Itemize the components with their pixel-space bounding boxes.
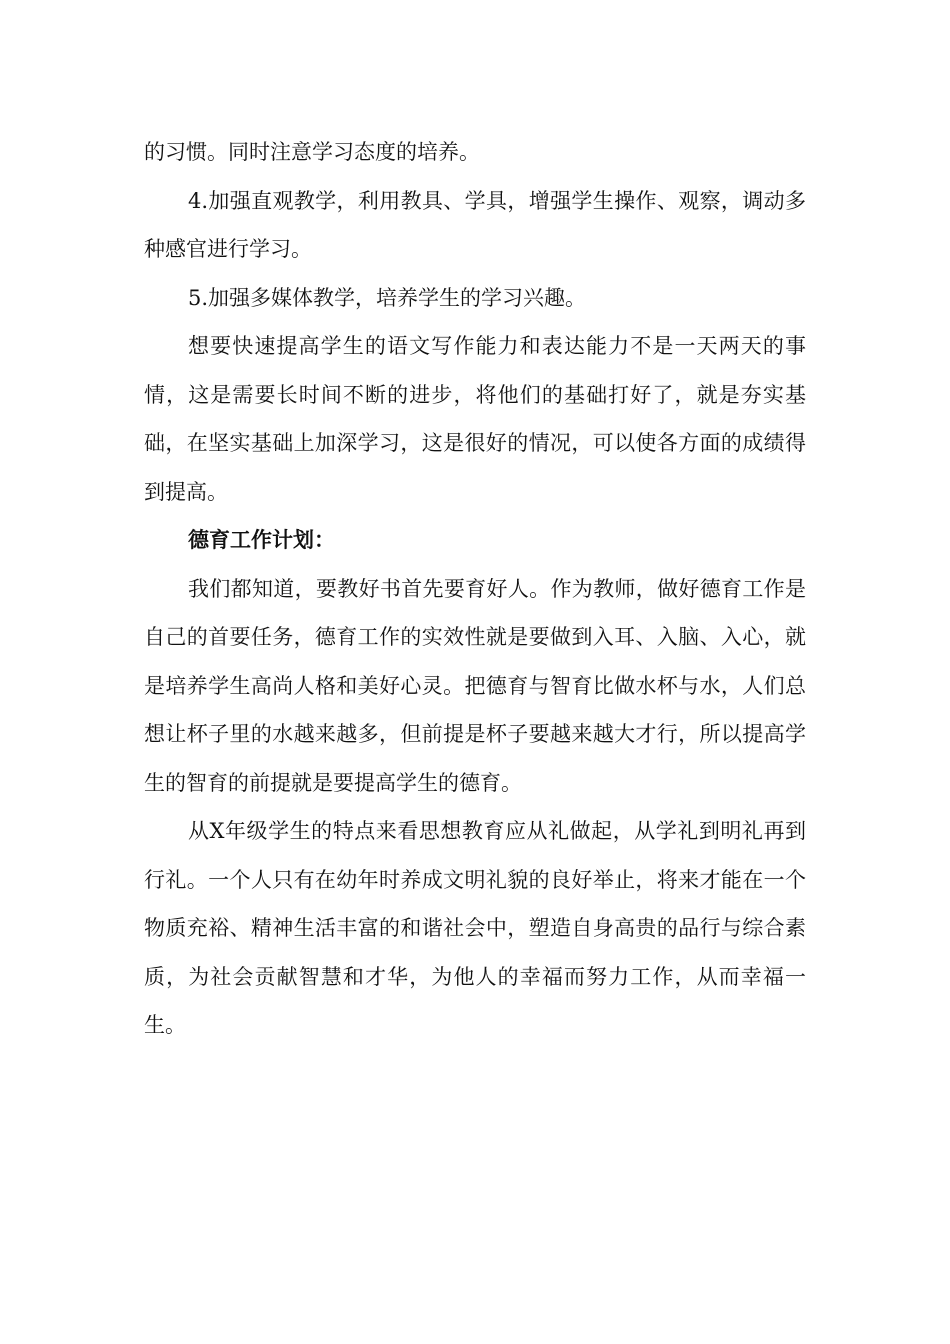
paragraph-etiquette: 从X年级学生的特点来看思想教育应从礼做起，从学礼到明礼再到行礼。一个人只有在幼年时养成文明礼貌的良好举止，将来才能在一个物质充裕、精神生活丰富的和谐社会中，塑造自身高贵的品行与综合素质，为社会贡献智慧和才华，为他人的幸福而努力工作，从而幸福一生。 bbox=[144, 819, 806, 1037]
document-body bbox=[144, 128, 806, 1050]
paragraph-moral-education-intro: 我们都知道，要教好书首先要育好人。作为教师，做好德育工作是自己的首要任务，德育工作的实效性就是要做到入耳、入脑、入心，就是培养学生高尚人格和美好心灵。把德育与智育比做水杯与水，人们总想让杯子里的水越来越多，但前提是杯子要越来越大才行，所以提高学生的智育的前提就是要提高学生的德育。 bbox=[144, 576, 806, 795]
paragraph-writing-ability: 想要快速提高学生的语文写作能力和表达能力不是一天两天的事情，这是需要长时间不断的进步，将他们的基础打好了，就是夯实基础，在坚实基础上加深学习，这是很好的情况，可以使各方面的成绩得到提高。 bbox=[144, 334, 806, 504]
paragraph-item-4: 4.加强直观教学，利用教具、学具，增强学生操作、观察，调动多种感官进行学习。 bbox=[144, 188, 806, 261]
paragraph-item-5: 5.加强多媒体教学，培养学生的学习兴趣。 bbox=[188, 285, 587, 310]
paragraph-continuation: 的习惯。同时注意学习态度的培养。 bbox=[144, 140, 480, 164]
section-heading-moral-education: 德育工作计划： bbox=[188, 527, 335, 552]
